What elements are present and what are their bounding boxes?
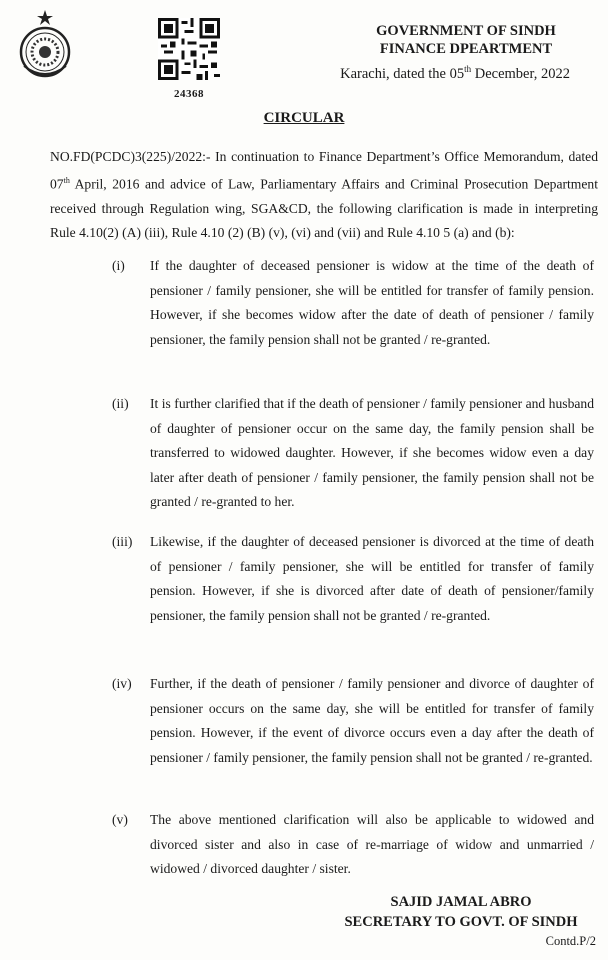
letterhead <box>366 22 566 58</box>
clause-number: (iii) <box>112 534 133 549</box>
signatory-name: SAJID JAMAL ABRO <box>390 894 532 910</box>
intro-paragraph <box>50 145 598 245</box>
qr-number: 24368 <box>174 88 204 100</box>
date-line <box>340 64 570 83</box>
intro-part-1: NO.FD(PCDC)3(225)/2022:- In continuation to Finance Department’s Office Memorandum, dated 07 <box>50 149 598 192</box>
government-name: GOVERNMENT OF SINDH <box>376 23 556 39</box>
date-rest: December, 2022 <box>471 65 570 82</box>
sindh-government-seal-icon <box>12 8 78 78</box>
clause-text: The above mentioned clarification will also be applicable to widowed and divorced sister and also in case of re-marriage of widow and unmarried / widowed / divorced daughter / sister. <box>150 812 594 876</box>
clause-number: (v) <box>112 812 128 827</box>
date-suffix-sup: th <box>464 64 472 74</box>
clause-number: (i) <box>112 258 125 273</box>
department-name: FINANCE DPEARTMENT <box>379 41 553 57</box>
intro-part-2: April, 2016 and advice of Law, Parliamentary Affairs and Criminal Prosecution Department received through Regulation wing, SGA&CD, the following clarification is made in interpreting Rule 4.10(2) (A) (iii), Rule 4.10 (2) (B) (v), (vi) and (vii) and Rule 4.10 5 (a) and (b): <box>50 176 598 240</box>
intro-sup: th <box>63 176 70 185</box>
qr-code-icon <box>158 18 220 80</box>
continued-marker: Contd.P/2 <box>545 934 596 948</box>
clause-text: Further, if the death of pensioner / family pensioner and divorce of daughter of pensioner occurs on the same day, she will be entitled for transfer of family pension. However, if the event of divorce occurs even a day after the death of pensioner / family pensioner, the family pension shall not be granted / re-granted. <box>150 676 594 765</box>
clause-text: Likewise, if the daughter of deceased pensioner is divorced at the time of death of pensioner / family pensioner, she will be entitled for transfer of family pension. However, if she is divorced after date of death of pensioner/family pensioner, the family pension shall not be granted / re-granted. <box>150 534 594 623</box>
signatory-designation: SECRETARY TO GOVT. OF SINDH <box>344 914 578 930</box>
circular-title: CIRCULAR <box>263 110 345 126</box>
clause-number: (iv) <box>112 676 132 691</box>
clause-text: It is further clarified that if the death of pensioner / family pensioner and husband of daughter of pensioner occur on the same day, the family pension shall be transferred to widowed daughter. However, if she becomes widow even a day later after death of pensioner / family pensioner, the family pension shall not be granted / re-granted to her. <box>150 396 594 509</box>
clause-text: If the daughter of deceased pensioner is widow at the time of the death of pensioner / family pensioner, she will be entitled for transfer of family pension. However, if she becomes widow after the date of death of pensioner / family pensioner, the family pension shall not be granted / re-granted. <box>150 258 594 347</box>
clause-number: (ii) <box>112 396 129 411</box>
date-prefix: Karachi, dated the 05 <box>340 65 465 82</box>
